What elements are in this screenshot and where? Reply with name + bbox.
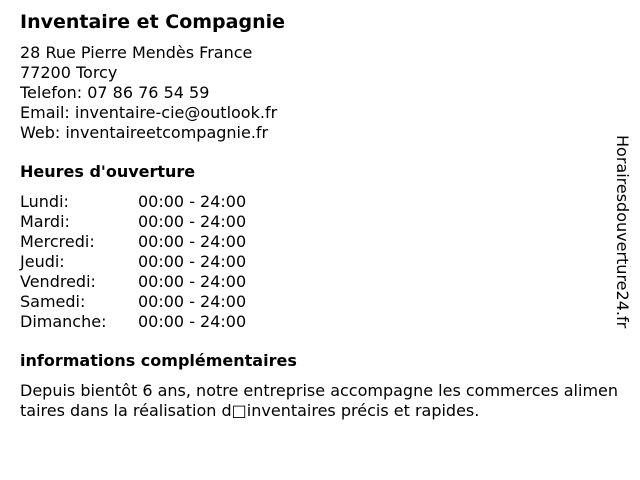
day-label: Samedi: <box>20 292 86 311</box>
hours-row-wednesday <box>20 232 620 252</box>
business-name: Inventaire et Compagnie <box>20 11 286 33</box>
time-range: 00:00 - 24:00 <box>138 192 247 211</box>
time-range: 00:00 - 24:00 <box>138 312 247 331</box>
watermark-text: Horairesdouverture24.fr <box>613 135 632 329</box>
web-line: Web: inventaireetcompagnie.fr <box>20 123 269 142</box>
hours-row-thursday <box>20 252 620 272</box>
hours-heading: Heures d'ouverture <box>20 162 196 181</box>
hours-row-tuesday <box>20 212 620 232</box>
hours-row-saturday <box>20 292 620 312</box>
time-range: 00:00 - 24:00 <box>138 212 247 231</box>
street-address: 28 Rue Pierre Mendès France <box>20 43 253 62</box>
time-range: 00:00 - 24:00 <box>138 232 247 251</box>
time-range: 00:00 - 24:00 <box>138 292 247 311</box>
hours-row-sunday <box>20 312 620 332</box>
opening-hours-table <box>20 192 620 332</box>
day-label: Lundi: <box>20 192 69 211</box>
day-label: Dimanche: <box>20 312 107 331</box>
business-card <box>20 10 620 421</box>
day-label: Jeudi: <box>20 252 65 271</box>
phone-line: Telefon: 07 86 76 54 59 <box>20 83 210 102</box>
day-label: Vendredi: <box>20 272 96 291</box>
time-range: 00:00 - 24:00 <box>138 272 247 291</box>
day-label: Mercredi: <box>20 232 95 251</box>
time-range: 00:00 - 24:00 <box>138 252 247 271</box>
contact-block <box>20 43 620 143</box>
hours-row-monday <box>20 192 620 212</box>
email-line: Email: inventaire-cie@outlook.fr <box>20 103 278 122</box>
hours-row-friday <box>20 272 620 292</box>
city-postal: 77200 Torcy <box>20 63 118 82</box>
info-description: Depuis bientôt 6 ans, notre entreprise accompagne les commerces alimentaires dans la réalisation d□inventaires précis et rapides. <box>20 381 619 420</box>
info-heading: informations complémentaires <box>20 351 297 370</box>
day-label: Mardi: <box>20 212 70 231</box>
